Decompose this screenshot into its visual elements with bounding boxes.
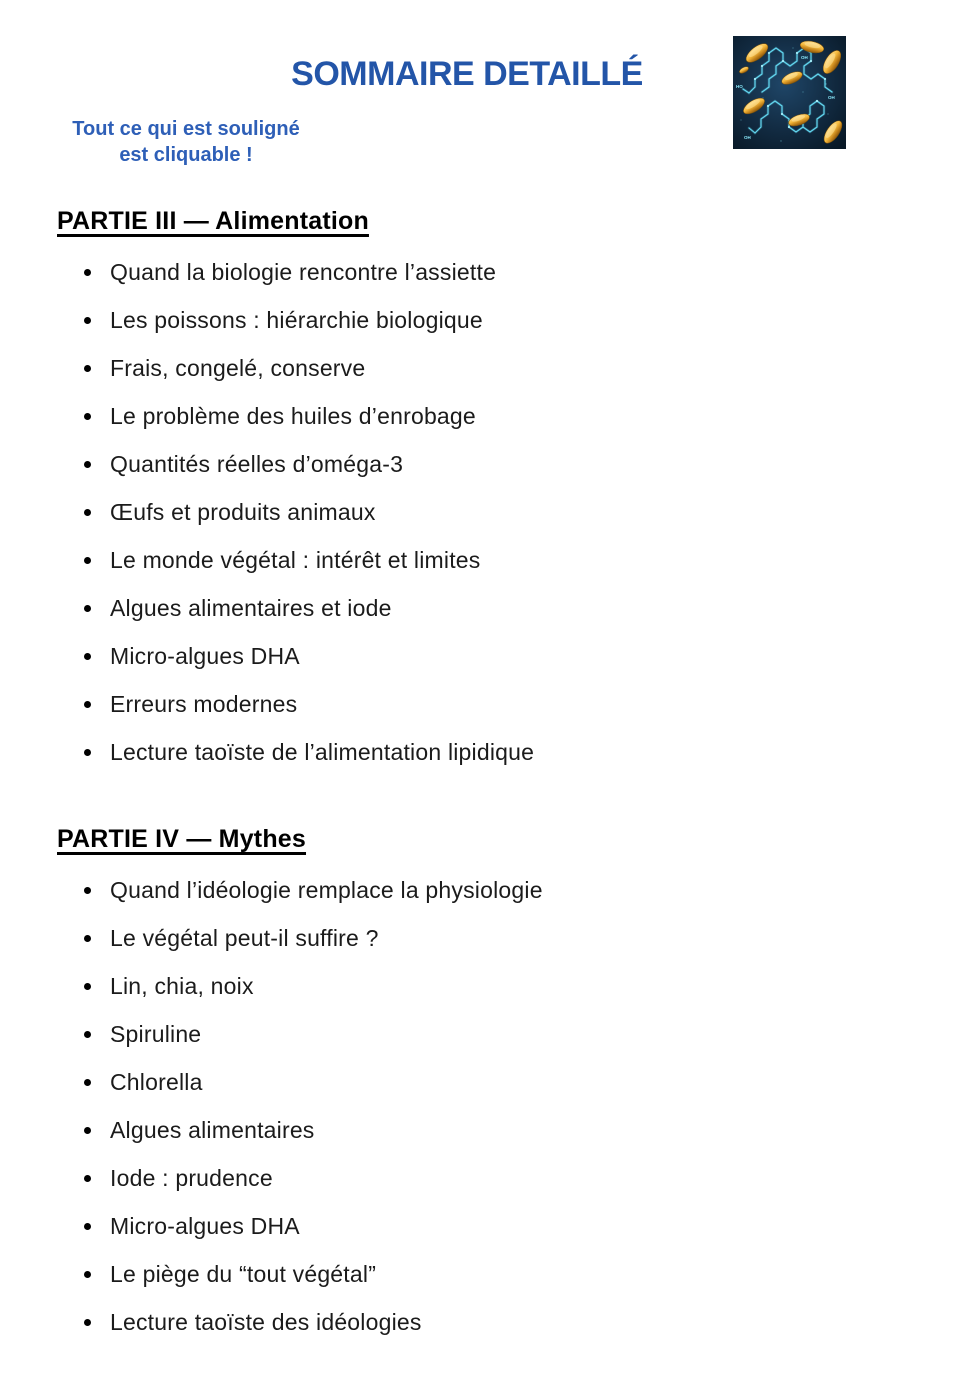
section-partie-4 (57, 776, 905, 1346)
bullet-icon (84, 887, 91, 894)
toc-item-label: Les poissons : hiérarchie biologique (110, 306, 483, 333)
toc-list-item (57, 914, 905, 962)
clickable-note-line1: Tout ce qui est souligné (72, 118, 300, 140)
toc-item-label: Algues alimentaires et iode (110, 594, 392, 621)
toc-list-item (57, 296, 905, 344)
bullet-icon (84, 1127, 91, 1134)
toc-list-item (57, 1250, 905, 1298)
toc-item-label: Micro-algues DHA (110, 642, 300, 669)
toc-list-item (57, 584, 905, 632)
bullet-icon (84, 365, 91, 372)
toc-item-label: Quantités réelles d’oméga-3 (110, 450, 404, 477)
toc-list-item (57, 536, 905, 584)
bullet-icon (84, 1079, 91, 1086)
toc-list-item (57, 1010, 905, 1058)
toc-item-label: Algues alimentaires (110, 1116, 315, 1143)
bullet-icon (84, 935, 91, 942)
toc-list-item (57, 392, 905, 440)
bullet-icon (84, 1175, 91, 1182)
clickable-note-line2: est cliquable ! (119, 144, 253, 166)
toc-item-label: Le problème des huiles d’enrobage (110, 402, 476, 429)
bullet-icon (84, 317, 91, 324)
toc-item-label: Lecture taoïste des idéologies (110, 1308, 422, 1335)
clickable-note (57, 116, 315, 168)
bullet-icon (84, 509, 91, 516)
toc-item-label: Œufs et produits animaux (110, 498, 376, 525)
toc-list-item (57, 680, 905, 728)
toc-list-item (57, 866, 905, 914)
bullet-icon (84, 557, 91, 564)
toc-list-item (57, 440, 905, 488)
page-title: SOMMAIRE DETAILLÉ (291, 55, 643, 93)
toc-item-label: Quand l’idéologie remplace la physiologie (110, 876, 543, 903)
toc-list-item (57, 962, 905, 1010)
bullet-icon (84, 983, 91, 990)
toc-list-item (57, 1202, 905, 1250)
toc-item-label: Le monde végétal : intérêt et limites (110, 546, 481, 573)
section-partie-3 (57, 168, 905, 776)
toc-list-item (57, 728, 905, 776)
toc-item-label: Frais, congelé, conserve (110, 354, 366, 381)
toc-list-item (57, 344, 905, 392)
bullet-icon (84, 461, 91, 468)
toc-list-item (57, 1298, 905, 1346)
toc-content (0, 168, 962, 1346)
toc-item-label: Lin, chia, noix (110, 972, 254, 999)
toc-item-label: Erreurs modernes (110, 690, 298, 717)
svg-text:HO: HO (736, 84, 743, 89)
toc-item-label: Lecture taoïste de l’alimentation lipidique (110, 738, 535, 765)
toc-item-label: Le végétal peut-il suffire ? (110, 924, 379, 951)
toc-list-item (57, 632, 905, 680)
section-heading-partie-3[interactable]: PARTIE III — Alimentation (57, 207, 369, 235)
omega3-molecule-illustration (733, 36, 846, 149)
toc-item-label: Le piège du “tout végétal” (110, 1260, 377, 1287)
svg-text:OH: OH (744, 135, 751, 140)
bullet-icon (84, 605, 91, 612)
section-heading-partie-4[interactable]: PARTIE IV — Mythes (57, 825, 307, 853)
bullet-icon (84, 653, 91, 660)
toc-list-partie-3 (57, 248, 905, 776)
svg-text:OH: OH (828, 95, 835, 100)
bullet-icon (84, 1031, 91, 1038)
toc-list-item (57, 488, 905, 536)
toc-item-label: Chlorella (110, 1068, 203, 1095)
svg-text:OH: OH (801, 55, 808, 60)
toc-item-label: Iode : prudence (110, 1164, 273, 1191)
bullet-icon (84, 1319, 91, 1326)
toc-list-item (57, 1058, 905, 1106)
bullet-icon (84, 413, 91, 420)
bullet-icon (84, 1271, 91, 1278)
bullet-icon (84, 269, 91, 276)
toc-item-label: Quand la biologie rencontre l’assiette (110, 258, 497, 285)
bullet-icon (84, 749, 91, 756)
toc-list-partie-4 (57, 866, 905, 1346)
toc-item-label: Spiruline (110, 1020, 202, 1047)
toc-list-item (57, 1154, 905, 1202)
bullet-icon (84, 1223, 91, 1230)
toc-list-item (57, 248, 905, 296)
bullet-icon (84, 701, 91, 708)
toc-list-item (57, 1106, 905, 1154)
toc-item-label: Micro-algues DHA (110, 1212, 300, 1239)
